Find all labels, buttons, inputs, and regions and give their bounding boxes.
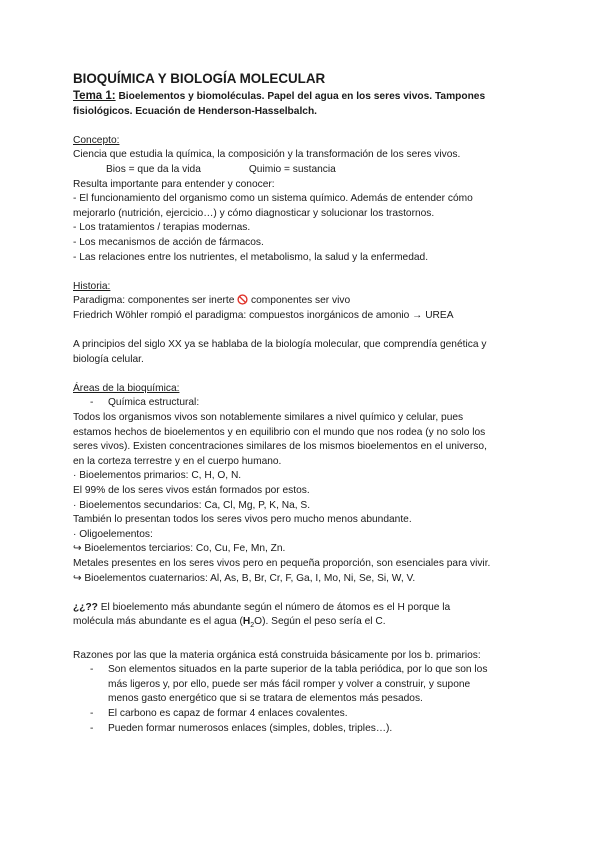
dash-marker: - <box>90 664 94 676</box>
tema-text-1: Bioelementos y biomoléculas. Papel del agua en los seres vivos. Tampones <box>115 91 486 102</box>
tema-line-1 <box>73 89 543 105</box>
concepto-item: mejorarlo (nutrición, ejercicio…) y cómo diagnosticar y solucionar los trastornos. <box>73 207 435 219</box>
noventa-line: El 99% de los seres vivos están formados por estos. <box>73 485 310 497</box>
terciarios-line: ↪ Bioelementos terciarios: Co, Cu, Fe, Mn, Zn. <box>73 543 286 555</box>
primarios-line: · Bioelementos primarios: C, H, O, N. <box>73 470 242 482</box>
pregunta-text-2a: molécula más abundante es el agua ( <box>73 616 243 628</box>
razones-item-line: Son elementos situados en la parte superior de la tabla periódica, por lo que son los <box>108 664 488 676</box>
concepto-intro: Resulta importante para entender y conocer: <box>73 178 275 190</box>
document-page <box>73 70 543 736</box>
tema-line-2: fisiológicos. Ecuación de Henderson-Hasselbalch. <box>73 105 317 117</box>
pregunta-text-2b: O). Según el peso sería el C. <box>254 616 386 628</box>
areas-heading: Áreas de la bioquímica: <box>73 382 180 394</box>
razones-item <box>73 663 543 707</box>
areas-paragraph-line: estamos hechos de bioelementos y en equilibrio con el mundo que nos rodea (y no solo los <box>73 426 486 438</box>
metales-line: Metales presentes en los seres vivos pero en pequeña proporción, son esenciales para vivir. <box>73 558 491 569</box>
paradigma-line <box>73 294 543 309</box>
razones-item-line: Pueden formar numerosos enlaces (simples, dobles, triples…). <box>108 722 393 734</box>
paradigma-right: componentes ser vivo <box>248 295 351 307</box>
wohler-line: Friedrich Wöhler rompió el paradigma: compuestos inorgánicos de amonio → UREA <box>73 309 454 321</box>
pregunta-line-2 <box>73 615 543 634</box>
bios-text: Bios = que da la vida <box>106 163 201 175</box>
oligo-line: · Oligoelementos: <box>73 528 153 540</box>
etymology-line <box>73 163 543 178</box>
prohibited-icon <box>237 294 248 305</box>
historia-heading: Historia: <box>73 280 111 292</box>
dash-marker: - <box>90 707 94 719</box>
dash-marker: - <box>90 397 94 409</box>
areas-subitem <box>73 396 543 411</box>
razones-item <box>73 707 543 722</box>
document-title: BIOQUÍMICA Y BIOLOGÍA MOLECULAR <box>73 71 326 86</box>
razones-item-line: El carbono es capaz de formar 4 enlaces covalentes. <box>108 707 348 719</box>
h2o-h: H <box>242 616 251 628</box>
concepto-item: - Los tratamientos / terapias modernas. <box>73 222 251 234</box>
siglo-line-2: biología celular. <box>73 353 144 365</box>
pregunta-text-1: El bioelemento más abundante según el número de átomos es el H porque la <box>97 601 451 613</box>
concepto-item: - Los mecanismos de acción de fármacos. <box>73 236 264 248</box>
razones-item <box>73 722 543 737</box>
razones-intro: Razones por las que la materia orgánica está construida básicamente por los b. primarios: <box>73 649 481 661</box>
areas-subitem-text: Química estructural: <box>108 397 200 409</box>
pregunta-marks: ¿¿?? <box>73 601 98 613</box>
razones-item-line: más ligeros y, por ello, puede ser más fácil romper y volver a construir, y supone <box>108 678 471 690</box>
concepto-item: - El funcionamiento del organismo como un sistema químico. Además de entender cómo <box>73 193 473 205</box>
pregunta-line-1 <box>73 601 543 616</box>
dash-marker: - <box>90 722 94 734</box>
h2o-subscript: 2 <box>250 622 255 630</box>
concepto-heading: Concepto: <box>73 134 120 146</box>
tema-label: Tema 1: <box>73 90 116 102</box>
quimio-text: Quimio = sustancia <box>248 163 336 175</box>
cuaternarios-line: ↪ Bioelementos cuaternarios: Al, As, B, Br, Cr, F, Ga, I, Mo, Ni, Se, Si, W, V. <box>73 572 416 584</box>
areas-paragraph-line: en la corteza terrestre y en el cuerpo humano. <box>73 455 282 467</box>
siglo-line-1: A principios del siglo XX ya se hablaba de la biología molecular, que comprendía genética y <box>73 339 487 351</box>
areas-paragraph-line: seres vivos). Existen concentraciones similares de los mismos bioelementos en el universo, <box>73 441 487 453</box>
tambien-line: También lo presentan todos los seres vivos pero mucho menos abundante. <box>73 514 412 526</box>
razones-item-line: menos gasto energético que si se tratara de elementos más pesados. <box>108 693 423 705</box>
concepto-item: - Las relaciones entre los nutrientes, el metabolismo, la salud y la enfermedad. <box>73 251 429 263</box>
concepto-definition: Ciencia que estudia la química, la composición y la transformación de los seres vivos. <box>73 149 461 161</box>
secundarios-line: · Bioelementos secundarios: Ca, Cl, Mg, P, K, Na, S. <box>73 499 311 511</box>
paradigma-left: Paradigma: componentes ser inerte <box>73 295 238 307</box>
areas-paragraph-line: Todos los organismos vivos son notablemente similares a nivel químico y celular, pues <box>73 412 464 424</box>
